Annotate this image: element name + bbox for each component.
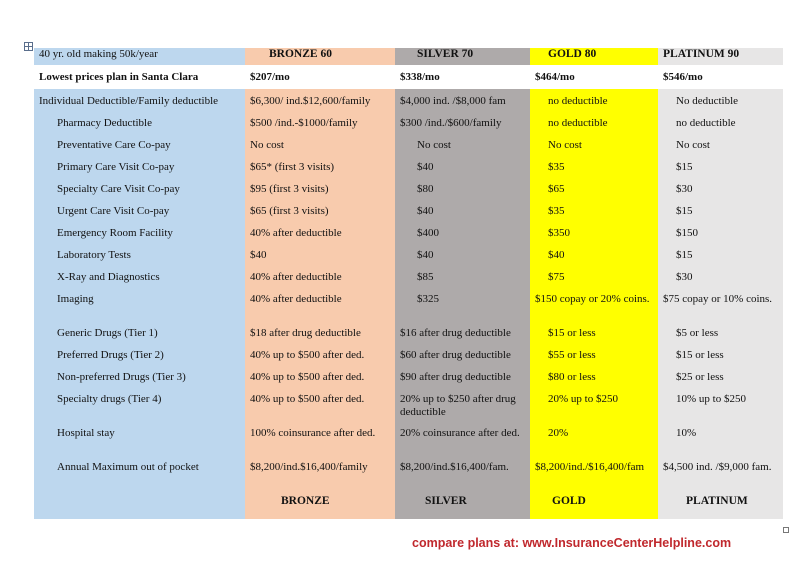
silver-cell: $90 after drug deductible <box>395 365 530 387</box>
table-row <box>34 421 783 455</box>
silver-cell: No cost <box>395 133 530 155</box>
gold-cell: $8,200/ind./$16,400/fam <box>530 455 658 489</box>
platinum-cell: No deductible <box>658 89 783 111</box>
silver-cell: 20% coinsurance after ded. <box>395 421 530 455</box>
table-move-handle-icon[interactable] <box>24 42 33 51</box>
row-label: Emergency Room Facility <box>34 221 245 243</box>
platinum-cell: $15 or less <box>658 343 783 365</box>
header-silver: SILVER 70 <box>395 48 530 65</box>
platinum-cell: 10% up to $250 <box>658 387 783 421</box>
bronze-cell: 40% up to $500 after ded. <box>245 365 395 387</box>
platinum-cell: $4,500 ind. /$9,000 fam. <box>658 455 783 489</box>
bronze-cell: $500 /ind.-$1000/family <box>245 111 395 133</box>
bronze-cell: 40% after deductible <box>245 221 395 243</box>
bronze-cell: 100% coinsurance after ded. <box>245 421 395 455</box>
bronze-cell: 40% up to $500 after ded. <box>245 387 395 421</box>
platinum-cell: $25 or less <box>658 365 783 387</box>
bronze-cell: $65* (first 3 visits) <box>245 155 395 177</box>
row-label: Laboratory Tests <box>34 243 245 265</box>
gold-cell: no deductible <box>530 111 658 133</box>
bronze-cell: $95 (first 3 visits) <box>245 177 395 199</box>
bronze-cell: $65 (first 3 visits) <box>245 199 395 221</box>
platinum-cell: $30 <box>658 177 783 199</box>
platinum-cell: $5 or less <box>658 321 783 343</box>
table-row <box>34 221 783 243</box>
platinum-cell: $15 <box>658 199 783 221</box>
silver-cell: $400 <box>395 221 530 243</box>
header-bronze: BRONZE 60 <box>245 48 395 65</box>
silver-cell: $40 <box>395 243 530 265</box>
silver-cell: $80 <box>395 177 530 199</box>
price-platinum: $546/mo <box>658 65 783 89</box>
price-silver: $338/mo <box>395 65 530 89</box>
gold-cell: $15 or less <box>530 321 658 343</box>
row-label: Urgent Care Visit Co-pay <box>34 199 245 221</box>
bronze-cell: $6,300/ ind.$12,600/family <box>245 89 395 111</box>
platinum-cell: 10% <box>658 421 783 455</box>
table-row <box>34 199 783 221</box>
bronze-cell: 40% up to $500 after ded. <box>245 343 395 365</box>
bronze-cell: $8,200/ind.$16,400/family <box>245 455 395 489</box>
bronze-cell: $18 after drug deductible <box>245 321 395 343</box>
table-row <box>34 455 783 489</box>
gold-cell: 20% up to $250 <box>530 387 658 421</box>
footer-platinum: PLATINUM <box>658 489 783 519</box>
silver-cell: $40 <box>395 155 530 177</box>
gold-cell: $35 <box>530 155 658 177</box>
bronze-cell: No cost <box>245 133 395 155</box>
gold-cell: $350 <box>530 221 658 243</box>
silver-cell: $85 <box>395 265 530 287</box>
platinum-cell: $15 <box>658 243 783 265</box>
gold-cell: $75 <box>530 265 658 287</box>
plan-comparison-table <box>34 48 783 519</box>
row-label: Preventative Care Co-pay <box>34 133 245 155</box>
gold-cell: $40 <box>530 243 658 265</box>
platinum-cell: $15 <box>658 155 783 177</box>
gold-cell: No cost <box>530 133 658 155</box>
footer-label-cell <box>34 489 245 519</box>
silver-cell: $4,000 ind. /$8,000 fam <box>395 89 530 111</box>
row-label: Individual Deductible/Family deductible <box>34 89 245 111</box>
header-gold: GOLD 80 <box>530 48 658 65</box>
header-label: 40 yr. old making 50k/year <box>34 48 245 65</box>
platinum-cell: No cost <box>658 133 783 155</box>
price-row-label: Lowest prices plan in Santa Clara <box>34 65 245 89</box>
row-label: Pharmacy Deductible <box>34 111 245 133</box>
row-label: Hospital stay <box>34 421 245 455</box>
gold-cell: $55 or less <box>530 343 658 365</box>
header-platinum: PLATINUM 90 <box>658 48 783 65</box>
row-label: Imaging <box>34 287 245 321</box>
bronze-cell: 40% after deductible <box>245 265 395 287</box>
footer-silver: SILVER <box>395 489 530 519</box>
gold-cell: no deductible <box>530 89 658 111</box>
price-row <box>34 65 783 89</box>
silver-cell: 20% up to $250 after drug deductible <box>395 387 530 421</box>
silver-cell: $8,200/ind.$16,400/fam. <box>395 455 530 489</box>
table-row <box>34 321 783 343</box>
table-row <box>34 265 783 287</box>
table-resize-handle-icon[interactable] <box>783 527 789 533</box>
platinum-cell: $75 copay or 10% coins. <box>658 287 783 321</box>
platinum-cell: no deductible <box>658 111 783 133</box>
table-row <box>34 287 783 321</box>
row-label: X-Ray and Diagnostics <box>34 265 245 287</box>
bronze-cell: 40% after deductible <box>245 287 395 321</box>
silver-cell: $60 after drug deductible <box>395 343 530 365</box>
compare-plans-link[interactable]: compare plans at: www.InsuranceCenterHelpline.com <box>412 536 732 550</box>
gold-cell: $35 <box>530 199 658 221</box>
row-label: Specialty Care Visit Co-pay <box>34 177 245 199</box>
table-row <box>34 243 783 265</box>
price-gold: $464/mo <box>530 65 658 89</box>
footer-bronze: BRONZE <box>245 489 395 519</box>
gold-cell: $80 or less <box>530 365 658 387</box>
silver-cell: $40 <box>395 199 530 221</box>
table-row <box>34 343 783 365</box>
row-label: Specialty drugs (Tier 4) <box>34 387 245 421</box>
table-footer-row <box>34 489 783 519</box>
gold-cell: $65 <box>530 177 658 199</box>
row-label: Non-preferred Drugs (Tier 3) <box>34 365 245 387</box>
row-label: Generic Drugs (Tier 1) <box>34 321 245 343</box>
table-row <box>34 133 783 155</box>
gold-cell: 20% <box>530 421 658 455</box>
table-row <box>34 177 783 199</box>
platinum-cell: $30 <box>658 265 783 287</box>
row-label: Preferred Drugs (Tier 2) <box>34 343 245 365</box>
table-row <box>34 111 783 133</box>
bronze-cell: $40 <box>245 243 395 265</box>
table-row <box>34 155 783 177</box>
table-row <box>34 387 783 421</box>
table-row <box>34 365 783 387</box>
silver-cell: $325 <box>395 287 530 321</box>
row-label: Annual Maximum out of pocket <box>34 455 245 489</box>
table-row <box>34 89 783 111</box>
silver-cell: $300 /ind./$600/family <box>395 111 530 133</box>
price-bronze: $207/mo <box>245 65 395 89</box>
footer-gold: GOLD <box>530 489 658 519</box>
row-label: Primary Care Visit Co-pay <box>34 155 245 177</box>
silver-cell: $16 after drug deductible <box>395 321 530 343</box>
platinum-cell: $150 <box>658 221 783 243</box>
gold-cell: $150 copay or 20% coins. <box>530 287 658 321</box>
table-header-row <box>34 48 783 65</box>
